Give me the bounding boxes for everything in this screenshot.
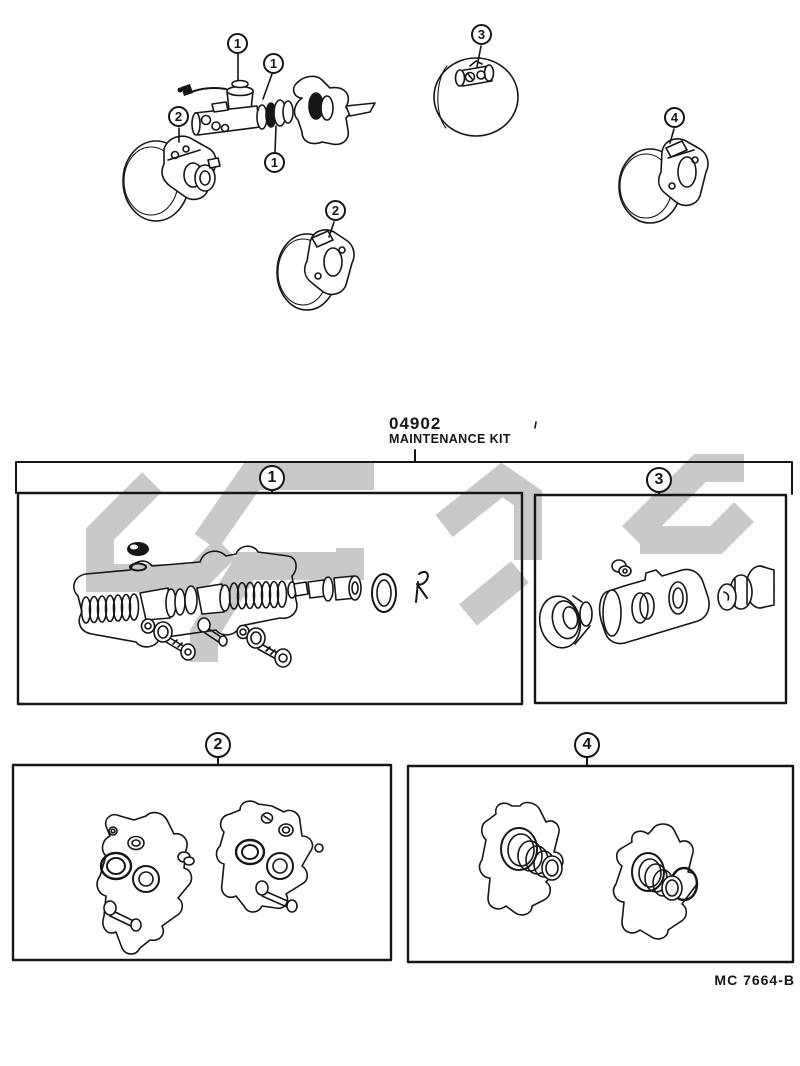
front-caliper-kit-contents [97,801,323,954]
wheel-cylinder-kit-contents [535,560,774,652]
kit-box-1-label: 1 [259,465,285,491]
piston-return-spring [82,594,139,623]
kit-box-3-label: 3 [646,467,672,493]
kit-box-4-label: 4 [574,732,600,758]
master-cylinder-kit-outline [294,76,375,144]
callout-2-front-caliper: 2 [168,106,189,127]
part-group-code: 04902 [389,414,442,433]
kit-title-block [389,415,511,446]
second-brake-disc-and-caliper [277,230,354,310]
callout-2-second-caliper: 2 [325,200,346,221]
callout-leader-lines [179,46,674,237]
wheel-cylinder-boot [535,592,585,651]
front-brake-disc-and-caliper [123,136,220,221]
callout-3-wheel-cylinder: 3 [471,24,492,45]
brake-backing-plate-and-wheel-cylinder [434,58,518,136]
callout-1-kit-outline: 1 [264,152,285,173]
callout-4-rear-caliper: 4 [664,107,685,128]
part-group-name: MAINTENANCE KIT [389,431,511,446]
rear-caliper-kit-contents [480,803,697,939]
callout-1-reservoir-cap: 1 [227,33,248,54]
callout-1-seal-stack: 1 [263,53,284,74]
sheet-code: MC 7664-B [714,972,795,988]
kit-box-2-label: 2 [205,732,231,758]
rear-brake-disc-and-caliper [619,139,708,223]
